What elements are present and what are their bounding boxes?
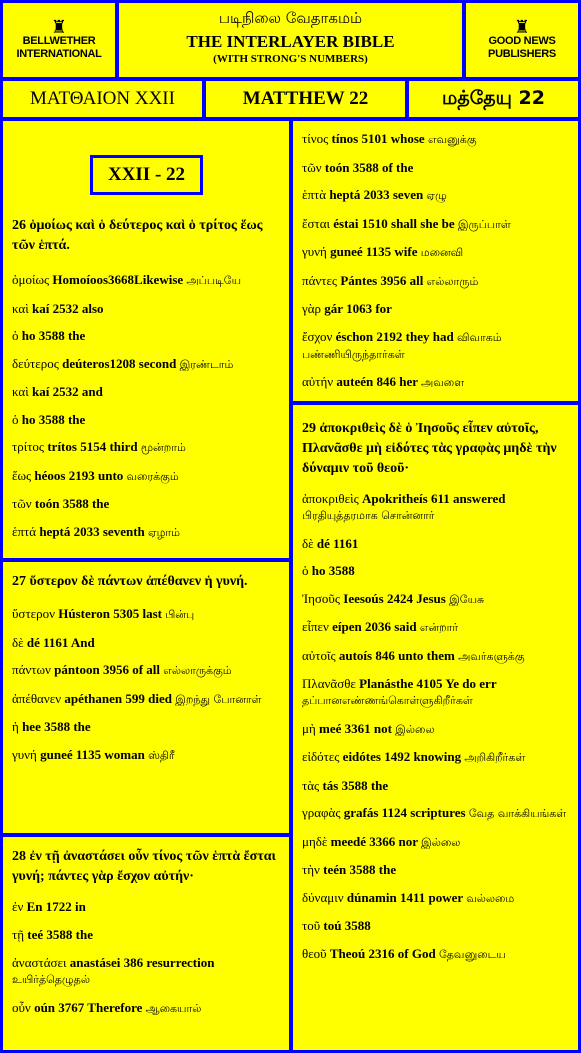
tamil-gloss: உயிர்த்தெழுதல் [12, 973, 90, 986]
verse-28-continued-panel [293, 121, 578, 401]
interlinear-entry [302, 591, 570, 608]
transliteration-strongs-gloss: dé 1161 [316, 535, 359, 551]
tamil-gloss: தப்பானஎண்ணங்கொள்ளுகிறீர்கள் [302, 694, 473, 707]
title-tamil: படிநிலை வேதாகமம் [218, 9, 363, 27]
transliteration-strongs-gloss: hee 3588 the [22, 719, 91, 734]
transliteration-strongs-gloss: Pántes 3956 all [340, 272, 424, 288]
tamil-gloss: இல்லை [421, 835, 461, 849]
interlinear-entry [302, 890, 570, 907]
tamil-gloss: எல்லாருக்கும் [163, 664, 232, 677]
greek-word: τὴν [302, 862, 320, 877]
greek-word: γυνή [302, 244, 327, 259]
tamil-gloss: இறந்து போனாள் [175, 692, 262, 706]
tamil-gloss: ஆகையால் [145, 1002, 202, 1015]
transliteration-strongs-gloss: En 1722 in [26, 899, 86, 914]
interlinear-entry [302, 160, 570, 176]
transliteration-strongs-gloss: auteén 846 her [336, 374, 418, 389]
transliteration-strongs-gloss: dúnamin 1411 power [346, 889, 463, 905]
greek-word: δὲ [302, 535, 314, 551]
subtitle: (WITH STRONG'S NUMBERS) [213, 53, 368, 65]
transliteration-strongs-gloss: Homoíoos3668Likewise [52, 272, 184, 287]
interlinear-entry [302, 676, 570, 709]
interlinear-entry [12, 662, 280, 679]
interlinear-entry [12, 412, 280, 428]
tamil-gloss: வல்லமை [466, 891, 515, 905]
transliteration-strongs-gloss: meé 3361 not [319, 720, 392, 736]
interlinear-entry [302, 749, 570, 766]
transliteration-strongs-gloss: tínos 5101 whose [331, 131, 425, 146]
greek-word: ὁμοίως [12, 272, 50, 287]
transliteration-strongs-gloss: tás 3588 the [322, 777, 389, 793]
greek-word: τῇ [12, 927, 25, 942]
interlinear-entry [302, 805, 570, 822]
transliteration-strongs-gloss: heptá 2033 seventh [39, 523, 145, 539]
greek-word: ἔσχον [302, 328, 333, 344]
greek-word: ὁ [12, 411, 19, 427]
greek-word: τίνος [302, 131, 329, 146]
interlinear-entry [12, 468, 280, 485]
transliteration-strongs-gloss: Ieesoús 2424 Jesus [343, 590, 446, 606]
interlinear-entry [302, 329, 570, 363]
transliteration-strongs-gloss: apéthanen 599 died [64, 690, 172, 706]
interlinear-entry [302, 131, 570, 148]
interlinear-entry [302, 721, 570, 738]
tamil-gloss: வேத வாக்கியங்கள் [468, 807, 567, 820]
transliteration-strongs-gloss: kaí 2532 and [32, 384, 103, 399]
tamil-gloss: மனைவி [420, 246, 464, 259]
tamil-gloss: தேவனுடைய [438, 947, 506, 961]
transliteration-strongs-gloss: dé 1161 And [26, 634, 95, 650]
tamil-gloss: ஸ்திரீ [148, 748, 175, 762]
tamil-gloss: அவர்களுக்கு [458, 649, 525, 663]
greek-word: γὰρ [302, 301, 322, 316]
left-logo-line2: INTERNATIONAL [16, 48, 102, 60]
verse-26-text: 26 ὁμοίως καὶ ὁ δεύτερος καὶ ὁ τρίτος ἕως τῶν ἑπτά. [12, 218, 263, 253]
ref-greek: ΜΑΤΘΑΙΟΝ XXII [3, 81, 202, 117]
transliteration-strongs-gloss: Planásthe 4105 Ye do err [359, 676, 497, 691]
verse-26-panel [3, 121, 289, 558]
greek-word: πάντες [302, 272, 338, 288]
greek-word: ὕστερον [12, 606, 55, 621]
interlinear-entry [12, 927, 280, 943]
tamil-gloss: இரண்டாம் [179, 357, 234, 371]
greek-word: ἡ [12, 719, 19, 734]
interlinear-entry [12, 384, 280, 400]
interlinear-entry [302, 946, 570, 963]
greek-word: τῶν [12, 496, 32, 511]
interlinear-entry [302, 918, 570, 934]
right-logo-line1: GOOD NEWS [488, 35, 556, 47]
interlinear-entry [302, 563, 570, 579]
verse-28-panel [3, 837, 289, 1050]
greek-word: τῶν [302, 159, 322, 175]
greek-word: εἰδότες [302, 749, 340, 764]
interlinear-entry [302, 301, 570, 317]
interlinear-entry [302, 648, 570, 665]
interlinear-entry [12, 439, 280, 456]
monument-icon: ♜ [513, 17, 531, 37]
transliteration-strongs-gloss: guneé 1135 woman [40, 746, 145, 762]
tamil-gloss: எவனுக்கு [427, 133, 477, 146]
transliteration-strongs-gloss: héoos 2193 unto [34, 467, 124, 483]
interlinear-entry [302, 862, 570, 878]
interlinear-entry [302, 273, 570, 290]
tamil-gloss: மூன்றாம் [140, 441, 186, 454]
verse-27-text: 27 ὕστερον δὲ πάντων ἀπέθανεν ἡ γυνή. [12, 574, 248, 589]
interlinear-entry [12, 1000, 280, 1017]
verse-29-panel [293, 405, 578, 1050]
transliteration-strongs-gloss: kaí 2532 also [32, 300, 104, 316]
greek-word: τοῦ [302, 918, 321, 933]
transliteration-strongs-gloss: ho 3588 the [21, 411, 86, 427]
torch-icon: ♜ [50, 17, 68, 37]
transliteration-strongs-gloss: oún 3767 Therefore [34, 1000, 143, 1015]
tamil-gloss: ஏழாம் [148, 525, 181, 539]
tamil-gloss: இல்லை [395, 722, 435, 736]
greek-word: οὖν [12, 1000, 31, 1015]
transliteration-strongs-gloss: anastásei 386 resurrection [69, 955, 215, 970]
interlinear-entry [12, 719, 280, 735]
title-english: THE INTERLAYER BIBLE [186, 32, 395, 51]
interlinear-entry [12, 356, 280, 373]
tamil-gloss: அப்படியே [186, 274, 241, 287]
greek-word: ἐν [12, 899, 24, 914]
greek-word: τρίτος [12, 439, 45, 454]
interlinear-entry [12, 747, 280, 764]
greek-word: δεύτερος [12, 355, 59, 371]
transliteration-strongs-gloss: pántoon 3956 of all [54, 662, 160, 677]
chapter-badge: XXII - 22 [90, 155, 203, 195]
tamil-gloss: வரைக்கும் [126, 469, 179, 483]
interlinear-entry [12, 524, 280, 541]
interlinear-entry [12, 606, 280, 623]
greek-word: ὁ [12, 328, 19, 343]
transliteration-strongs-gloss: meedé 3366 nor [330, 833, 418, 849]
transliteration-strongs-gloss: toú 3588 [323, 918, 371, 933]
interlinear-entry [12, 899, 280, 915]
tamil-gloss: இருப்பாள் [457, 217, 511, 231]
title-block [119, 3, 462, 77]
transliteration-strongs-gloss: ho 3588 the [21, 328, 86, 343]
transliteration-strongs-gloss: toón 3588 of the [324, 159, 414, 175]
transliteration-strongs-gloss: deúteros1208 second [62, 355, 177, 371]
transliteration-strongs-gloss: guneé 1135 wife [330, 244, 418, 259]
greek-word: ἀναστάσει [12, 955, 67, 970]
greek-word: καὶ [12, 384, 29, 399]
interlinear-entry [12, 272, 280, 289]
interlinear-entry [302, 216, 570, 233]
interlinear-entry [302, 244, 570, 261]
transliteration-strongs-gloss: gár 1063 for [324, 301, 392, 316]
greek-word: δὲ [12, 634, 24, 650]
greek-word: Ἰησοῦς [302, 590, 341, 606]
greek-word: θεοῦ [302, 945, 327, 961]
interlinear-entry [302, 374, 570, 391]
interlinear-entry [12, 635, 280, 651]
tamil-gloss: இயேசு [449, 592, 485, 606]
greek-word: γραφὰς [302, 805, 341, 820]
greek-word: Πλανᾶσθε [302, 676, 356, 691]
interlinear-entry [302, 834, 570, 851]
good-news-logo [466, 3, 578, 77]
transliteration-strongs-gloss: heptá 2033 seven [329, 187, 424, 202]
greek-word: πάντων [12, 662, 51, 677]
greek-word: ὁ [302, 563, 309, 578]
transliteration-strongs-gloss: trítos 5154 third [47, 439, 138, 454]
interlinear-entry [302, 187, 570, 204]
greek-word: δύναμιν [302, 889, 344, 905]
greek-word: ἕως [12, 467, 32, 483]
bellwether-logo [3, 3, 115, 77]
interlinear-entry [12, 301, 280, 317]
tamil-gloss: என்றார் [419, 621, 459, 634]
interlinear-entry [12, 328, 280, 344]
greek-word: ἑπτὰ [302, 187, 327, 202]
ref-english: MATTHEW 22 [206, 81, 405, 117]
greek-word: γυνή [12, 746, 37, 762]
interlinear-entry [302, 536, 570, 552]
transliteration-strongs-gloss: teé 3588 the [27, 927, 93, 942]
interlinear-entry [302, 491, 570, 524]
left-logo-line1: BELLWETHER [22, 35, 96, 47]
greek-word: ἀπέθανεν [12, 690, 62, 706]
interlinear-entry [12, 496, 280, 512]
transliteration-strongs-gloss: toón 3588 the [34, 496, 110, 511]
ref-tamil: மத்தேயு 22 [409, 81, 578, 117]
greek-word: μὴ [302, 720, 316, 736]
greek-word: ἀποκριθεὶς [302, 491, 359, 506]
tamil-gloss: விவாகம் பண்ணியிருந்தார்கள் [302, 330, 502, 361]
transliteration-strongs-gloss: autoís 846 unto them [338, 647, 455, 663]
greek-word: ἔσται [302, 215, 330, 231]
verse-29-text: 29 ἀποκριθεὶς δὲ ὁ Ἰησοῦς εἶπεν αὐτοῖς, Πλανᾶσθε μὴ εἰδότες τὰς γραφὰς μηδὲ τὴν δύναμιν τοῦ θεοῦ· [302, 421, 557, 476]
transliteration-strongs-gloss: eípen 2036 said [332, 619, 417, 634]
tamil-gloss: அவளை [421, 376, 465, 389]
tamil-gloss: பின்பு [165, 608, 195, 621]
tamil-gloss: பிரதியுத்தரமாக சொன்னார் [302, 509, 435, 522]
greek-word: εἶπεν [302, 619, 329, 634]
right-logo-line2: PUBLISHERS [488, 48, 556, 60]
transliteration-strongs-gloss: éschon 2192 they had [335, 328, 454, 344]
greek-word: τὰς [302, 777, 320, 793]
tamil-gloss: ஏழு [426, 189, 447, 202]
transliteration-strongs-gloss: ho 3588 [311, 563, 355, 578]
verse-27-panel [3, 562, 289, 833]
transliteration-strongs-gloss: grafás 1124 scriptures [343, 805, 466, 820]
tamil-gloss: எல்லாரும் [426, 274, 479, 288]
transliteration-strongs-gloss: Theoú 2316 of God [329, 945, 436, 961]
greek-word: αὐτοῖς [302, 647, 336, 663]
interlinear-entry [12, 691, 280, 708]
tamil-gloss: அறிகிறீர்கள் [464, 751, 526, 764]
interlinear-entry [12, 955, 280, 988]
transliteration-strongs-gloss: Hústeron 5305 last [58, 606, 163, 621]
transliteration-strongs-gloss: eidótes 1492 knowing [342, 749, 462, 764]
interlinear-entry [302, 778, 570, 794]
verse-28-text: 28 ἐν τῇ ἀναστάσει οὖν τίνος τῶν ἑπτὰ ἔσται γυνή; πάντες γὰρ ἔσχον αὐτήν· [12, 849, 276, 884]
transliteration-strongs-gloss: éstai 1510 shall she be [333, 215, 455, 231]
interlinear-entry [302, 619, 570, 636]
greek-word: καὶ [12, 300, 29, 316]
greek-word: μηδὲ [302, 833, 328, 849]
transliteration-strongs-gloss: Apokritheís 611 answered [362, 491, 506, 506]
greek-word: αὐτήν [302, 374, 334, 389]
greek-word: ἑπτά [12, 523, 37, 539]
transliteration-strongs-gloss: teén 3588 the [323, 862, 397, 877]
